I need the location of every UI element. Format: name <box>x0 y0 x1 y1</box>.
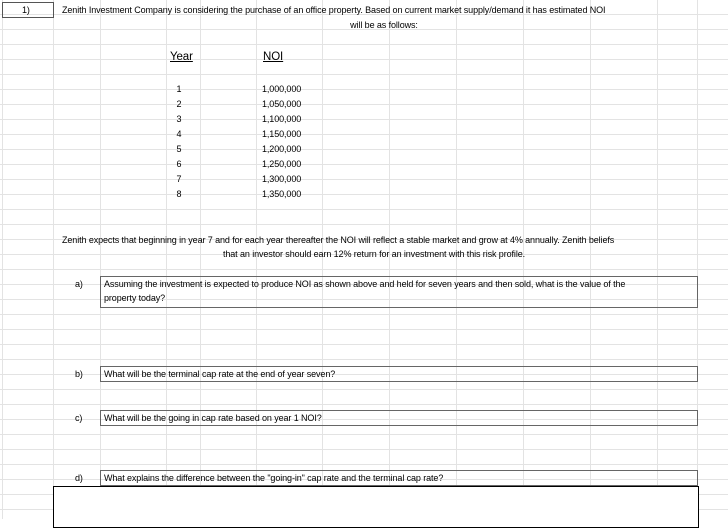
year-cell: 2 <box>176 99 182 109</box>
year-cell: 6 <box>176 159 182 169</box>
noi-cell: 1,150,000 <box>262 129 302 139</box>
question-a-label: a) <box>75 279 83 289</box>
year-cell: 1 <box>176 84 182 94</box>
answer-box[interactable] <box>53 486 699 528</box>
question-d-text: What explains the difference between the "going-in" cap rate and the terminal cap rate? <box>104 473 444 483</box>
question-b-text: What will be the terminal cap rate at the end of year seven? <box>104 369 336 379</box>
question-b-label: b) <box>75 369 83 379</box>
noi-cell: 1,200,000 <box>262 144 302 154</box>
year-cell: 8 <box>176 189 182 199</box>
noi-header: NOI <box>263 51 284 63</box>
year-cell: 4 <box>176 129 182 139</box>
noi-cell: 1,350,000 <box>262 189 302 199</box>
question-c-text: What will be the going in cap rate based on year 1 NOI? <box>104 413 322 423</box>
intro-line-1: Zenith Investment Company is considering the purchase of an office property. Based on current market supply/demand it has estimated NOI <box>62 5 606 15</box>
year-cell: 7 <box>176 174 182 184</box>
noi-cell: 1,000,000 <box>262 84 302 94</box>
question-a-line-1: Assuming the investment is expected to produce NOI as shown above and held for seven years and then sold, what is the value of the <box>104 279 626 289</box>
question-c-label: c) <box>75 413 83 423</box>
growth-line-1: Zenith expects that beginning in year 7 and for each year thereafter the NOI will reflect a stable market and grow at 4% annually. Zenith beliefs <box>62 235 615 245</box>
year-header: Year <box>170 51 193 63</box>
noi-cell: 1,100,000 <box>262 114 302 124</box>
problem-number: 1) <box>22 5 30 15</box>
year-cell: 3 <box>176 114 182 124</box>
question-a-line-2: property today? <box>104 293 166 303</box>
noi-cell: 1,250,000 <box>262 159 302 169</box>
intro-line-2: will be as follows: <box>350 20 418 30</box>
growth-line-2: that an investor should earn 12% return for an investment with this risk profile. <box>222 249 526 259</box>
year-cell: 5 <box>176 144 182 154</box>
question-d-label: d) <box>75 473 83 483</box>
noi-cell: 1,050,000 <box>262 99 302 109</box>
noi-cell: 1,300,000 <box>262 174 302 184</box>
